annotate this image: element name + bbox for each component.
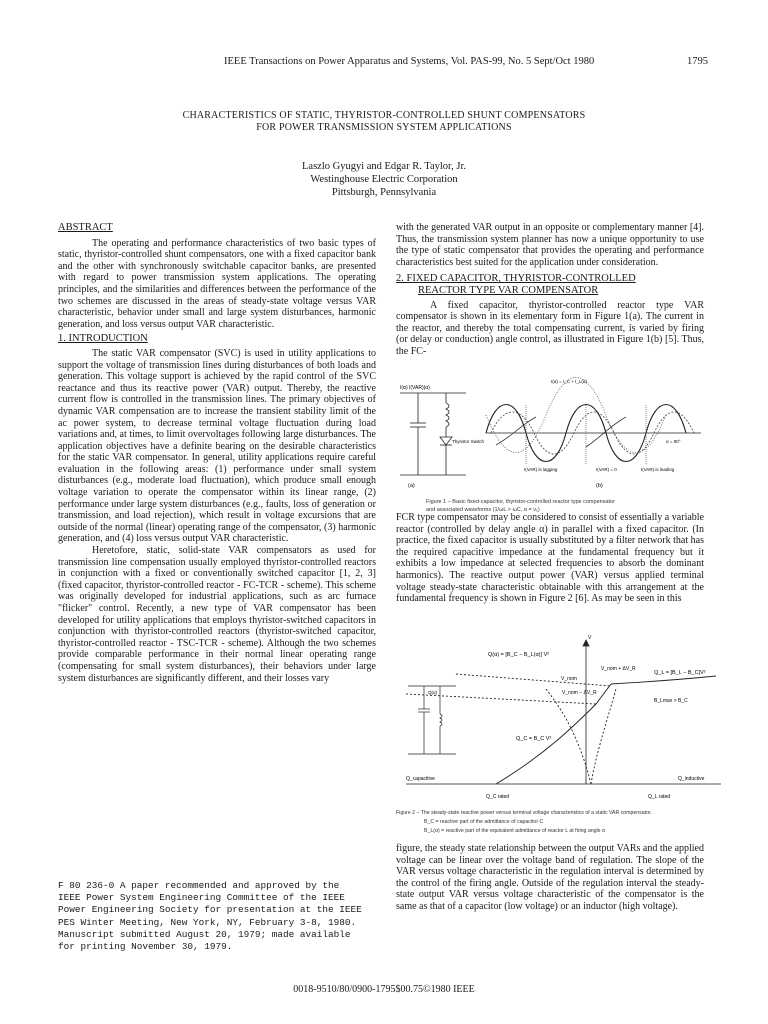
footnote-line: for printing November 30, 1979.	[58, 941, 233, 953]
continued-paragraph: with the generated VAR output in an opposite or complementary manner [4]. Thus, the transmission system planner has now a unique opportunity to use the type of static compensator that provides the operating and performance characteristics best suited for the application under consideration.	[396, 222, 704, 268]
ql-rated-label: Q_L rated	[648, 794, 671, 800]
footnote	[58, 880, 388, 953]
q-alpha-label: Q(α)	[428, 690, 438, 695]
v-axis-label: V	[588, 635, 592, 641]
introduction-heading: 1. INTRODUCTION	[58, 333, 148, 345]
figure-2-axes	[406, 640, 721, 784]
figure-2-circuit	[408, 686, 456, 754]
copyright-footer: 0018-9510/80/0900-1795$00.75©1980 IEEE	[293, 984, 475, 995]
final-paragraph: figure, the steady state relationship between the output VARs and the applied voltage can be linear over the voltage band of regulation. The slope of the VAR versus voltage characteristic in the regulation interval is determined by the control of the firing angle. Outside of the regulation interval the steady-state output VAR versus voltage characteristic of the compensator is the same as that of a capacitor (low voltage) or an inductor (high voltage).	[396, 843, 704, 912]
inductive-label: Q_inductive	[678, 776, 705, 782]
waveform-label: I(α) = I_C + I_L(α)	[551, 379, 587, 384]
fcr-paragraph: FCR type compensator may be considered to consist of essentially a variable reactor (controlled by delay angle α) in parallel with a fixed capacitor. (In practice, the fixed capacitor is usually substituted by a filter network that has the required capacitive impedance at the fundamental frequency but it exhibits a low impedance at selected frequencies to absorb the dominant harmonics). The reactive output power (VAR) versus applied terminal voltage steady-state characteristic obtainable with this arrangement at the fundamental frequency is shown in Figure 2 [6]. As may be seen in this	[396, 512, 704, 605]
section-2-heading-line: 2. FIXED CAPACITOR, THYRISTOR-CONTROLLED	[396, 273, 636, 285]
circuit-current-label: I(α) I(VAR)(α)	[400, 385, 430, 391]
vnom-plus-label: V_nom + ΔV_R	[601, 666, 636, 672]
page-number: 1795	[687, 56, 708, 67]
abstract-heading: ABSTRACT	[58, 222, 113, 233]
figure-1-caption-line: Figure 1 – Basic fixed-capacitor, thyristor-controlled reactor type compensator	[426, 499, 615, 505]
intro-paragraph-1: The static VAR compensator (SVC) is used in utility applications to support the voltage of transmission lines during disturbances of both loads and generation. This voltage support is achieved by the rapid control of the SVC reactance and thus its reactive power (VAR) output. Thereby, the reactive current flow is controlled in the transmission lines. The primary objectives of dynamic VAR compensation are to increase the transient stability limit of the ac power system, to decrease terminal voltage fluctuation during load variations and, at times, to limit overvoltages following large disturbances. The application objectives have a definite bearing on the desirable characteristics for the static VAR compensator. In general, utility applications require careful evaluation in the following areas: (1) performance under small system disturbances (e.g., moderate load fluctuation), which produce small enough voltage variation to operate the compensator within its linear range, (2) performance under large system disturbances (e.g., faults, loss of generation or transmission, and load rejection), which result in voltage excursions that are outside of the normal (linear) operating range of the compensator, (3) harmonic generation, and (4) loss versus output VAR characteristic.	[58, 347, 376, 545]
left-column	[58, 222, 376, 684]
figure-1	[396, 375, 706, 513]
footnote-line: PES Winter Meeting, New York, NY, February 3-8, 1980.	[58, 916, 357, 928]
figure-1-drawing	[396, 375, 706, 493]
figure-2-curves	[406, 674, 716, 784]
right-column-bottom	[396, 843, 704, 913]
figure-2-caption-line: Figure 2 – The steady-state reactive power versus terminal voltage characteristics of a static VAR compensator.	[396, 810, 652, 816]
section-2-paragraph: A fixed capacitor, thyristor-controlled reactor type VAR compensator is shown in its elementary form in Figure 1(a). The current in the reactor, and thereby the total compensating current, is varied by firing (or delay or conduction) angle control, as illustrated in Figure 1(b) [5]. Thus, the FC-	[396, 299, 704, 357]
figure-1b-label: (b)	[596, 483, 603, 489]
footnote-line: IEEE Power System Engineering Committee of the IEEE	[58, 892, 345, 904]
footnote-line: F 80 236-0 A paper recommended and approved by the	[58, 880, 340, 891]
ql-equation: Q_L = [B_L − B_C]V²	[654, 670, 706, 676]
lagging-label: I(VAR) is lagging	[524, 467, 558, 472]
abstract-text: The operating and performance characteristics of two basic types of static, thyristor-controlled shunt compensators, one with a fixed capacitor bank and the other with synchronously switchable capacitor banks, are presented with regard to power transmission system applications. The operating principles, and the similarities and differences between the performance of the two schemes are discussed in the areas of steady-state voltage versus VAR characteristic, behavior under small and large system disturbances, harmonic generation, and loss versus output VAR characteristic.	[58, 237, 376, 330]
leading-label: I(VAR) is leading	[641, 467, 675, 472]
right-column-middle	[396, 512, 704, 605]
author-location: Pittsburgh, Pennsylvania	[331, 187, 437, 198]
journal-header: IEEE Transactions on Power Apparatus and Systems, Vol. PAS-99, No. 5 Sept/Oct 1980	[224, 56, 595, 67]
capacitive-label: Q_capacitive	[406, 776, 435, 782]
blmax-label: B_Lmax > B_C	[654, 698, 688, 704]
circuit-diagram-a	[400, 393, 466, 475]
alpha-90-label: α = 90°	[666, 439, 681, 444]
intro-paragraph-2: Heretofore, static, solid-state VAR compensators as used for transmission line compensation usually employed thyristor-controlled reactors in conjunction with a fixed or conventionally switched capacitor [1, 2, 3] (fixed capacitor, thyristor-controlled reactor - FC-TCR - scheme). This scheme was originally developed for industrial applications, such as arc furnace "flicker" control. Recently, a new type of VAR compensator has been developed for utility applications that employs thyristor-switched capacitors in conjunction with thyristor-controlled reactors (thyristor-switched capacitor, thyristor-controlled reactor - TSC-TCR - scheme). Although the two schemes provide comparable performance in their normal linear operating range (compensating for small system disturbances), their behaviors under large system disturbances are significantly different, and their losses vary	[58, 545, 376, 684]
author-names: Laszlo Gyugyi and Edgar R. Taylor, Jr.	[302, 161, 466, 172]
figure-1a-label: (a)	[408, 483, 415, 489]
figure-2-drawing	[396, 634, 726, 804]
footnote-line: Manuscript submitted August 20, 1979; made available	[58, 928, 351, 940]
figure-2-caption-line: B_C = reactive part of the admittance of capacitor C	[424, 819, 544, 825]
figure-2	[396, 634, 726, 839]
section-2-heading	[396, 273, 704, 296]
q-alpha-equation: Q(α) = [B_C − B_L(α)] V²	[488, 652, 550, 658]
footnote-line: Power Engineering Society for presentation at the IEEE	[58, 904, 362, 916]
qc-equation: Q_C = B_C V²	[516, 736, 552, 742]
zero-var-label: I(VAR) = 0	[596, 467, 617, 472]
vnom-label: V_nom	[561, 676, 577, 682]
title-line-2: FOR POWER TRANSMISSION SYSTEM APPLICATIONS	[256, 122, 512, 133]
figure-1-caption-line: and associated waveforms (1/ωL > ωC, α = ν₁)	[426, 507, 540, 513]
thyristor-switch-label: Thyristor Switch	[452, 439, 485, 444]
title-line-1: CHARACTERISTICS OF STATIC, THYRISTOR-CONTROLLED SHUNT COMPENSATORS	[182, 110, 586, 121]
section-2-heading-line: REACTOR TYPE VAR COMPENSATOR	[418, 284, 599, 296]
author-affiliation: Westinghouse Electric Corporation	[310, 174, 458, 185]
qc-rated-label: Q_C rated	[486, 794, 510, 800]
right-column-top	[396, 222, 704, 358]
author-block	[0, 160, 768, 199]
paper-title	[0, 110, 768, 134]
vnom-minus-label: V_nom − ΔV_R	[562, 690, 597, 696]
figure-2-caption-line: B_L(α) = reactive part of the equivalent admittance of reactor L at firing angle α	[424, 828, 605, 834]
figure-2-caption	[396, 809, 726, 836]
waveforms-b	[486, 378, 701, 466]
